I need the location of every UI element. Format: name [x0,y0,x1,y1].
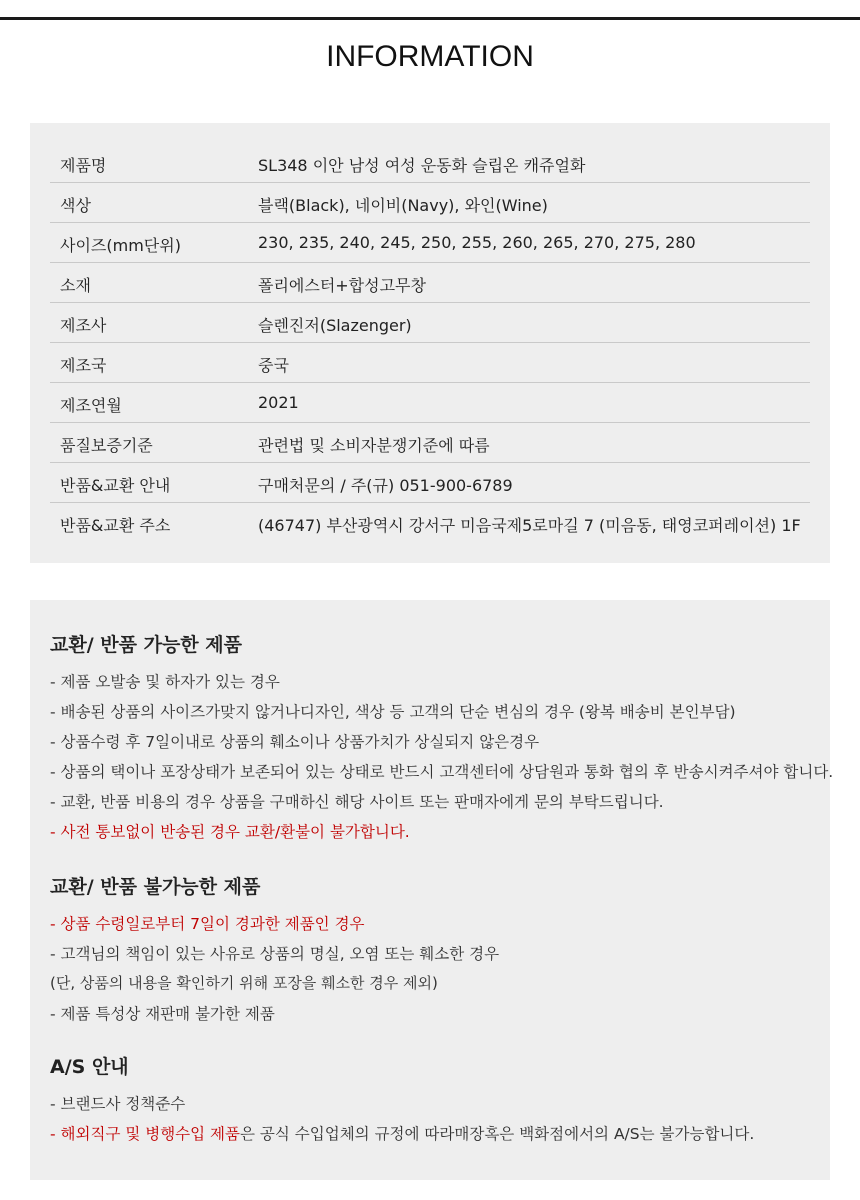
info-value: 슬렌진저(Slazenger) [258,316,412,335]
product-info-table [50,143,810,542]
info-value: 관련법 및 소비자분쟁기준에 따름 [258,436,490,455]
info-row-material [50,263,810,303]
info-label: 품질보증기준 [60,436,153,455]
section-title-exchange-no: 교환/ 반품 불가능한 제품 [50,876,261,898]
info-label: 반품&교환 주소 [60,516,171,535]
info-row-warranty [50,423,810,463]
section-title-as: A/S 안내 [50,1056,129,1078]
info-label: 사이즈(mm단위) [60,236,181,255]
info-label: 반품&교환 안내 [60,476,171,495]
as-line-text: 은 공식 수입업체의 규정에 따라매장혹은 백화점에서의 A/S는 불가능합니다. [240,1125,755,1143]
info-row-country [50,343,810,383]
info-value: 230, 235, 240, 245, 250, 255, 260, 265, 270, 275, 280 [258,233,696,252]
policy-line: - 제품 특성상 재판매 불가한 제품 [50,1005,275,1023]
info-value: 구매처문의 / 주(규) 051-900-6789 [258,476,513,495]
info-label: 제조사 [60,316,107,335]
policy-line: - 배송된 상품의 사이즈가맞지 않거나디자인, 색상 등 고객의 단순 변심의 경우 (왕복 배송비 본인부담) [50,703,736,721]
info-value: 2021 [258,393,299,412]
policy-line: - 상품의 택이나 포장상태가 보존되어 있는 상태로 반드시 고객센터에 상담원과 통화 협의 후 반송시켜주셔야 합니다. [50,763,834,781]
info-row-product-name [50,143,810,183]
info-row-size [50,223,810,263]
info-row-color [50,183,810,223]
info-value: (46747) 부산광역시 강서구 미음국제5로마길 7 (미음동, 태영코퍼레이션) 1F [258,516,801,535]
policy-line: - 고객님의 책임이 있는 사유로 상품의 명실, 오염 또는 훼소한 경우 [50,945,500,963]
info-value: 폴리에스터+합성고무창 [258,276,426,295]
as-line: - 브랜드사 정책준수 [50,1095,186,1113]
info-row-date [50,383,810,423]
info-row-return-guide [50,463,810,503]
info-label: 제조연월 [60,396,122,415]
policy-warning: - 사전 통보없이 반송된 경우 교환/환불이 불가합니다. [50,823,410,841]
return-policy-box [30,600,834,1180]
info-label: 색상 [60,196,91,215]
section-title-exchange-ok: 교환/ 반품 가능한 제품 [50,634,242,656]
info-row-return-address [50,503,810,542]
policy-line: - 제품 오발송 및 하자가 있는 경우 [50,673,280,691]
product-info-box [30,123,830,563]
as-line [50,1122,754,1144]
info-value: 블랙(Black), 네이비(Navy), 와인(Wine) [258,196,548,215]
info-label: 소재 [60,276,91,295]
as-highlight: - 해외직구 및 병행수입 제품 [50,1125,241,1143]
policy-line: - 교환, 반품 비용의 경우 상품을 구매하신 해당 사이트 또는 판매자에게 문의 부탁드립니다. [50,793,664,811]
top-divider [0,17,860,20]
policy-warning: - 상품 수령일로부터 7일이 경과한 제품인 경우 [50,915,365,933]
info-label: 제조국 [60,356,107,375]
info-row-manufacturer [50,303,810,343]
page-title: INFORMATION [326,40,534,73]
info-label: 제품명 [60,156,107,175]
policy-line: - 상품수령 후 7일이내로 상품의 훼소이나 상품가치가 상실되지 않은경우 [50,733,540,751]
info-value: 중국 [258,356,289,375]
info-value: SL348 이안 남성 여성 운동화 슬립온 캐쥬얼화 [258,156,586,175]
policy-line-note: (단, 상품의 내용을 확인하기 위해 포장을 훼소한 경우 제외) [50,974,438,992]
